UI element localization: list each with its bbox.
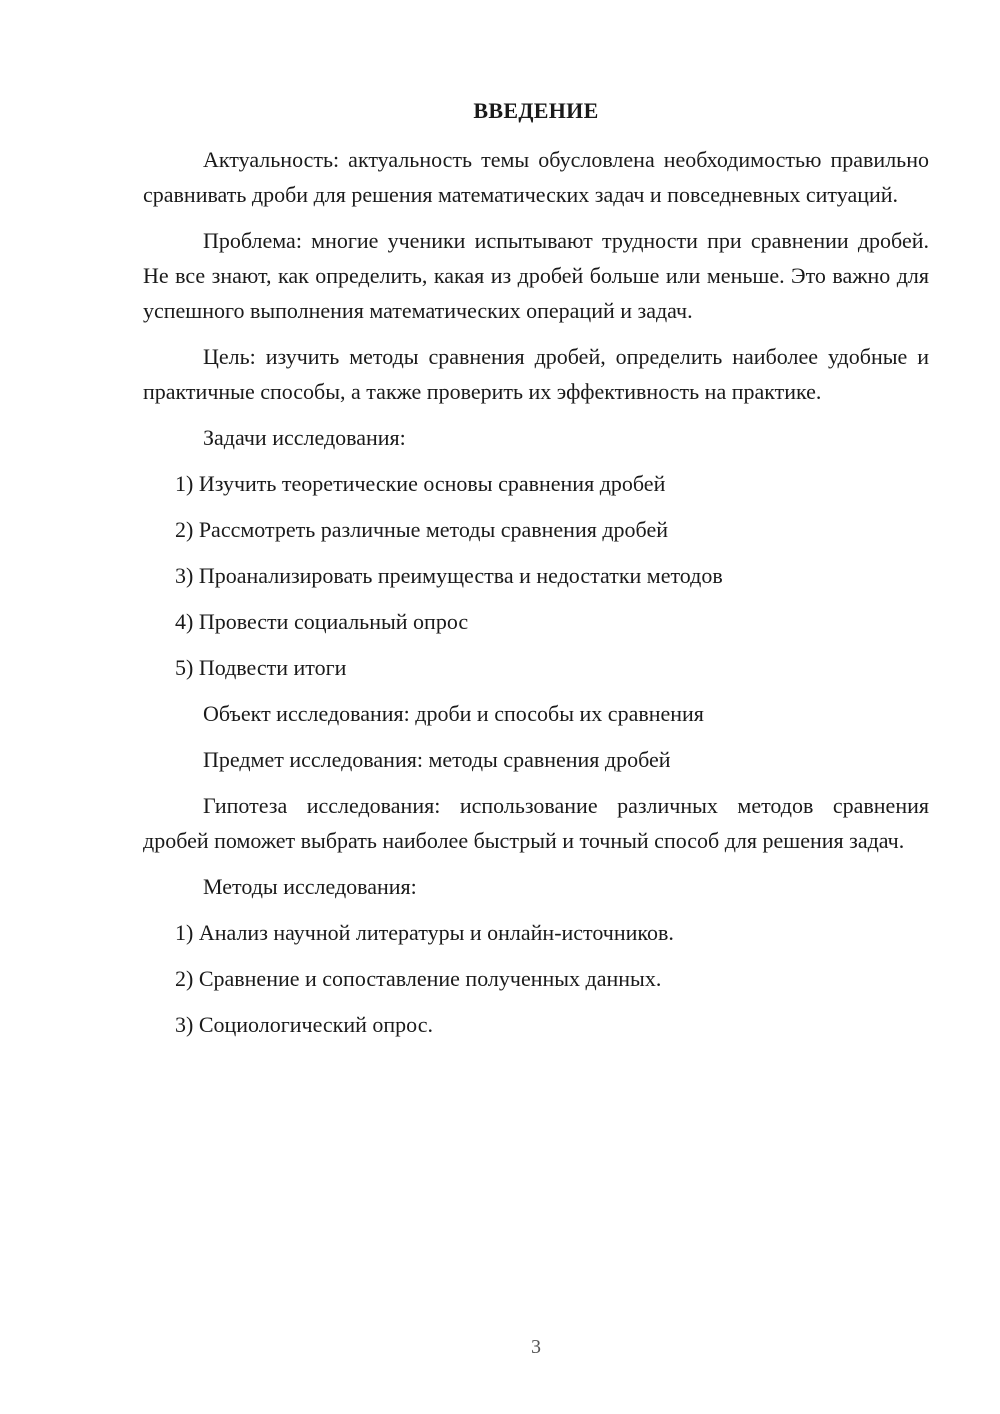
problem-paragraph: Проблема: многие ученики испытывают трудности при сравнении дробей. Не все знают, как определить, какая из дробей больше или меньше. Это важно для успешного выполнения математических операций и задач. [143,228,929,323]
task-item: 2) Рассмотреть различные методы сравнения дробей [175,517,668,542]
tasks-title: Задачи исследования: [203,425,406,450]
page-content [143,142,929,1053]
task-item: 4) Провести социальный опрос [175,609,469,634]
relevance-paragraph: Актуальность: актуальность темы обусловлена необходимостью правильно сравнивать дроби для решения математических задач и повседневных ситуаций. [143,147,929,207]
document-page [143,0,929,1414]
subject-paragraph: Предмет исследования: методы сравнения дробей [203,747,671,772]
hypothesis-paragraph: Гипотеза исследования: использование различных методов сравнения дробей поможет выбрать наиболее быстрый и точный способ для решения задач. [143,793,929,853]
method-item: 3) Социологический опрос. [175,1012,433,1037]
task-item: 5) Подвести итоги [175,655,347,680]
task-item: 1) Изучить теоретические основы сравнения дробей [175,471,666,496]
method-item: 1) Анализ научной литературы и онлайн-источников. [175,920,674,945]
task-item: 3) Проанализировать преимущества и недостатки методов [175,563,723,588]
goal-paragraph: Цель: изучить методы сравнения дробей, определить наиболее удобные и практичные способы, а также проверить их эффективность на практике. [143,344,929,404]
page-heading: ВВЕДЕНИЕ [473,98,599,123]
page-number: 3 [531,1336,541,1358]
method-item: 2) Сравнение и сопоставление полученных данных. [175,966,662,991]
object-paragraph: Объект исследования: дроби и способы их сравнения [203,701,704,726]
methods-title: Методы исследования: [203,874,417,899]
